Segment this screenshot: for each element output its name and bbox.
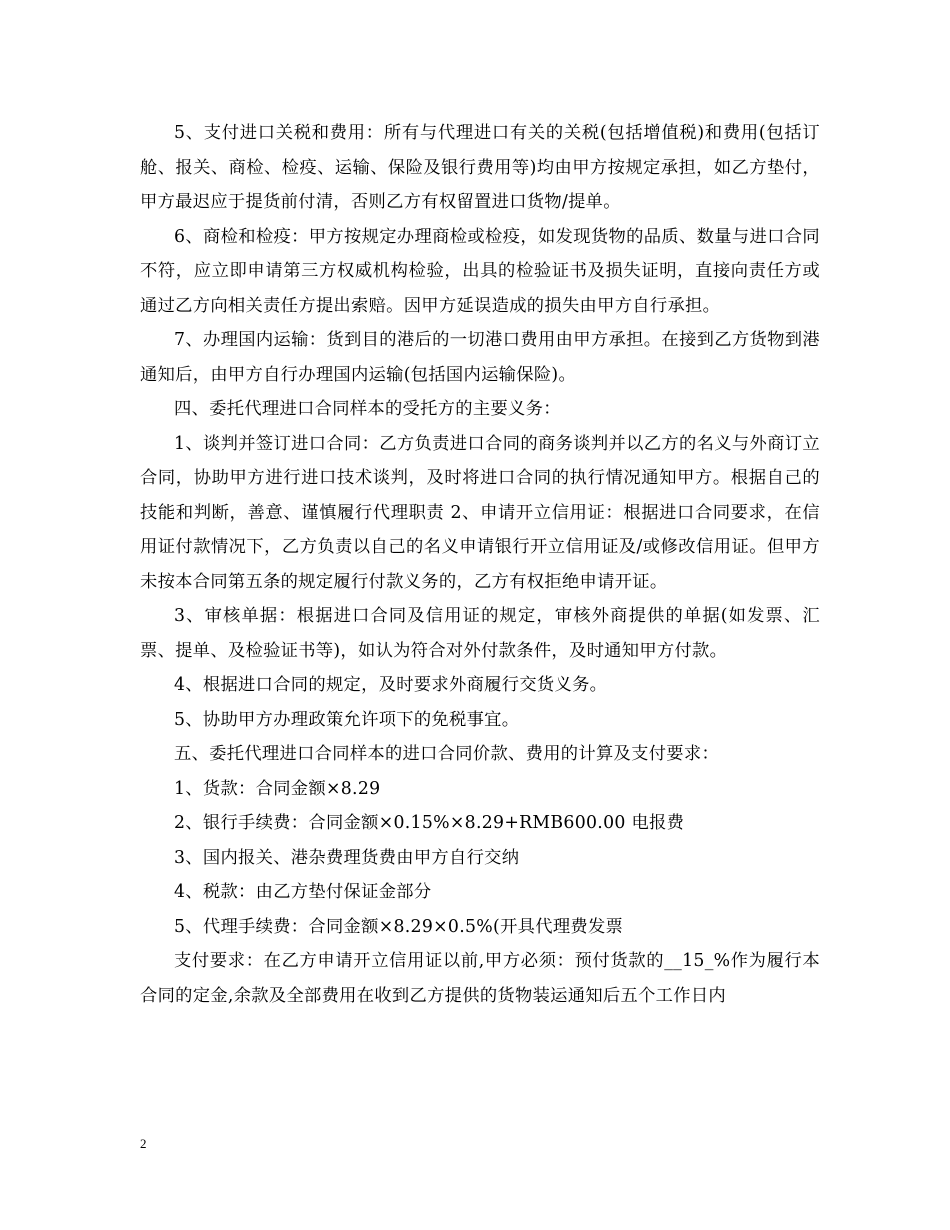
paragraph-review-documents: 3、审核单据：根据进口合同及信用证的规定，审核外商提供的单据(如发票、汇票、提单、及检验证书等)，如认为符合对外付款条件，及时通知甲方付款。	[140, 606, 820, 661]
paragraph-tax-exemption: 5、协助甲方办理政策允许项下的免税事宜。	[174, 709, 520, 730]
paragraph-payment-requirements: 支付要求：在乙方申请开立信用证以前,甲方必须：预付货款的__15_%作为履行本合同的定金,余款及全部费用在收到乙方提供的货物装运通知后五个工作日内	[140, 951, 820, 1006]
paragraph-bank-fees: 2、银行手续费：合同金额×0.15%×8.29+RMB600.00 电报费	[174, 813, 685, 833]
paragraph-agency-fee: 5、代理手续费：合同金额×8.29×0.5%(开具代理费发票	[174, 916, 624, 937]
section-heading-trustee-obligations: 四、委托代理进口合同样本的受托方的主要义务：	[174, 399, 561, 419]
paragraph-negotiate-contract: 1、谈判并签订进口合同：乙方负责进口合同的商务谈判并以乙方的名义与外商订立合同，协助甲方进行进口技术谈判，及时将进口合同的执行情况通知甲方。根据自己的技能和判断，善意、谨慎履行代理职责 2、申请开立信用证：根据进口合同要求，在信用证付款情况下，乙方负责以自己的名义申请银行开立信用证及/或修改信用证。但甲方未按本合同第五条的规定履行付款义务的，乙方有权拒绝申请开证。	[140, 433, 820, 592]
paragraph-taxes: 4、税款：由乙方垫付保证金部分	[174, 882, 432, 902]
section-heading-price-fees: 五、委托代理进口合同样本的进口合同价款、费用的计算及支付要求：	[174, 744, 720, 764]
paragraph-domestic-transport: 7、办理国内运输：货到目的港后的一切港口费用由甲方承担。在接到乙方货物到港通知后，由甲方自行办理国内运输(包括国内运输保险)。	[140, 330, 820, 385]
paragraph-goods-payment: 1、货款：合同金额×8.29	[174, 778, 381, 799]
paragraph-inspection-quarantine: 6、商检和检疫：甲方按规定办理商检或检疫，如发现货物的品质、数量与进口合同不符，应立即申请第三方权威机构检验，出具的检验证书及损失证明，直接向责任方或通过乙方向相关责任方提出索赔。因甲方延误造成的损失由甲方自行承担。	[140, 226, 820, 316]
paragraph-customs-fees: 3、国内报关、港杂费理货费由甲方自行交纳	[174, 847, 520, 868]
document-body	[140, 116, 820, 1013]
paragraph-require-delivery: 4、根据进口合同的规定，及时要求外商履行交货义务。	[174, 675, 608, 695]
paragraph-payment-duties: 5、支付进口关税和费用：所有与代理进口有关的关税(包括增值税)和费用(包括订舱、报关、商检、检疫、运输、保险及银行费用等)均由甲方按规定承担，如乙方垫付，甲方最迟应于提货前付清，否则乙方有权留置进口货物/提单。	[140, 123, 820, 212]
page-number: 2	[140, 1136, 147, 1151]
